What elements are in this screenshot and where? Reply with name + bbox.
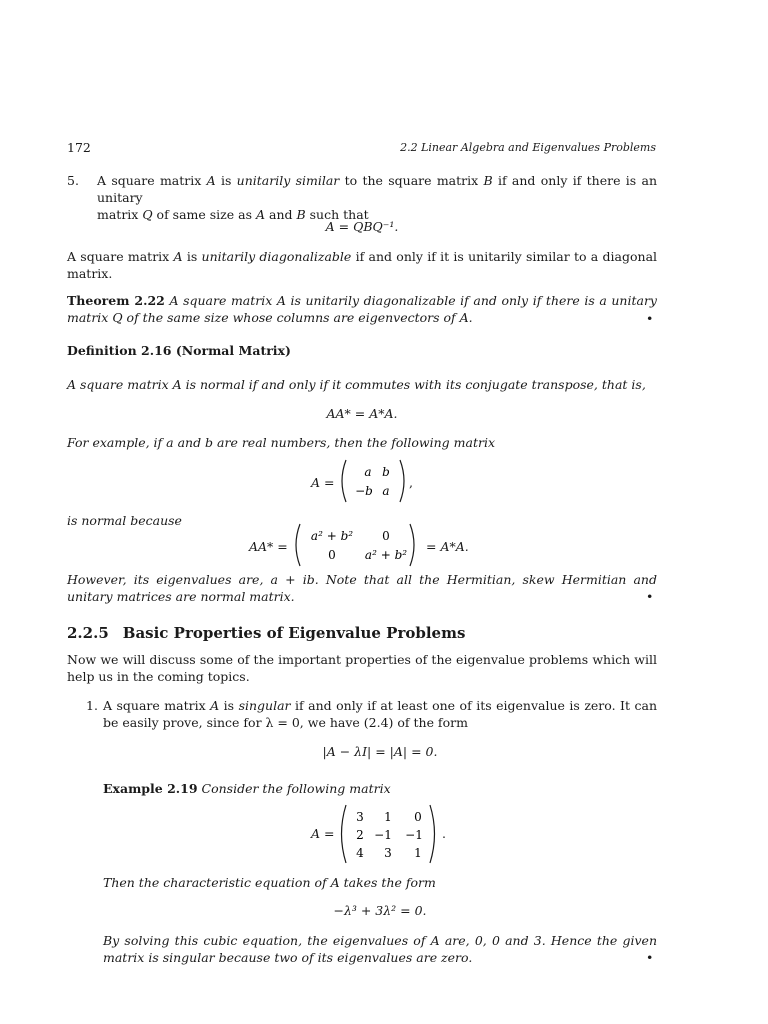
- equation-aa-star-lhs: AA* =: [249, 539, 288, 554]
- running-title: 2.2 Linear Algebra and Eigenvalues Problems: [400, 141, 656, 154]
- equation-unitary-similar: A = QBQ⁻¹.: [325, 219, 399, 234]
- section-number: 2.2.5: [67, 624, 109, 642]
- matrix-aa-star-cell: a² + b²: [364, 548, 408, 562]
- definition-end-bullet: •: [646, 589, 654, 604]
- matrix-aa-star-cell: a² + b²: [310, 529, 354, 543]
- example-intro-text: For example, if a and b are real numbers, then the following matrix: [67, 435, 496, 450]
- matrix-3x3-cell: −1: [374, 828, 392, 842]
- equation-normal: AA* = A*A.: [326, 406, 398, 421]
- matrix-a-cell: a: [382, 484, 390, 498]
- matrix-a-lhs: A =: [311, 475, 335, 490]
- definition-2-16-heading: Definition 2.16 (Normal Matrix): [67, 343, 291, 358]
- section-heading: [67, 623, 465, 643]
- matrix-aa-star-cell: 0: [382, 529, 390, 543]
- matrix-3x3-lhs: A =: [311, 826, 335, 841]
- matrix-a-cell: −b: [355, 484, 373, 498]
- example-conclusion: By solving this cubic equation, the eigenvalues of A are, 0, 0 and 3. Hence the given matrix is singular because two of its eigenvalues are zero.: [103, 933, 657, 965]
- example-end-bullet: •: [646, 950, 654, 965]
- page-number: 172: [67, 140, 91, 155]
- example-label: Example 2.19: [103, 781, 198, 796]
- characteristic-text: Then the characteristic equation of A takes the form: [103, 875, 436, 890]
- paragraph-unitarily-diagonalizable: A square matrix A is unitarily diagonalizable if and only if it is unitarily similar to a diagonal matrix.: [67, 249, 658, 281]
- item-5-number: 5.: [67, 173, 79, 188]
- normal-because-text: is normal because: [67, 513, 182, 528]
- matrix-3x3: [338, 803, 442, 865]
- matrix-aa-star-cell: 0: [328, 548, 336, 562]
- section-title: Basic Properties of Eigenvalue Problems: [122, 624, 466, 642]
- theorem-end-bullet: •: [646, 311, 654, 326]
- theorem-text: A square matrix A is unitarily diagonalizable if and only if there is a unitary matrix Q of the same size whose columns are eigenvectors of A.: [67, 293, 657, 325]
- definition-text: A square matrix A is normal if and only if it commutes with its conjugate transpose, that is,: [67, 377, 646, 392]
- matrix-3x3-cell: 0: [414, 810, 422, 824]
- matrix-3x3-cell: 2: [356, 828, 364, 842]
- however-paragraph: However, its eigenvalues are, a + ib. Note that all the Hermitian, skew Hermitian and unitary matrices are normal matrix.: [67, 572, 657, 604]
- matrix-3x3-cell: −1: [405, 828, 423, 842]
- theorem-2-22: [67, 292, 657, 326]
- equation-singular: |A − λI| = |A| = 0.: [322, 744, 438, 759]
- matrix-a-cell: b: [382, 465, 390, 479]
- example-text: Consider the following matrix: [201, 781, 391, 796]
- matrix-a-2x2: [338, 458, 418, 504]
- matrix-a-tail: ,: [409, 475, 413, 490]
- equation-aa-star-rhs: = A*A.: [426, 539, 469, 554]
- equation-characteristic: −λ³ + 3λ² = 0.: [333, 903, 427, 918]
- matrix-3x3-cell: 1: [384, 810, 392, 824]
- property-1-text: A square matrix A is singular if and only if at least one of its eigenvalue is zero. It can be easily prove, since for λ = 0, we have (2.4) of the form: [103, 698, 657, 730]
- theorem-label: Theorem 2.22: [67, 293, 165, 308]
- property-1-number: 1.: [86, 698, 98, 713]
- matrix-3x3-cell: 3: [384, 846, 392, 860]
- matrix-aa-star: [292, 522, 420, 568]
- matrix-a-cell: a: [364, 465, 372, 479]
- item-5-text: A square matrix A is unitarily similar to the square matrix B if and only if there is an unitary matrix Q of same size as A and B such that: [97, 173, 658, 222]
- matrix-3x3-cell: 3: [356, 810, 364, 824]
- section-intro: Now we will discuss some of the important properties of the eigenvalue problems which will help us in the coming topics.: [67, 652, 657, 684]
- matrix-3x3-tail: .: [442, 826, 446, 841]
- matrix-3x3-cell: 4: [356, 846, 364, 860]
- matrix-3x3-cell: 1: [414, 846, 422, 860]
- example-2-19: [103, 780, 391, 797]
